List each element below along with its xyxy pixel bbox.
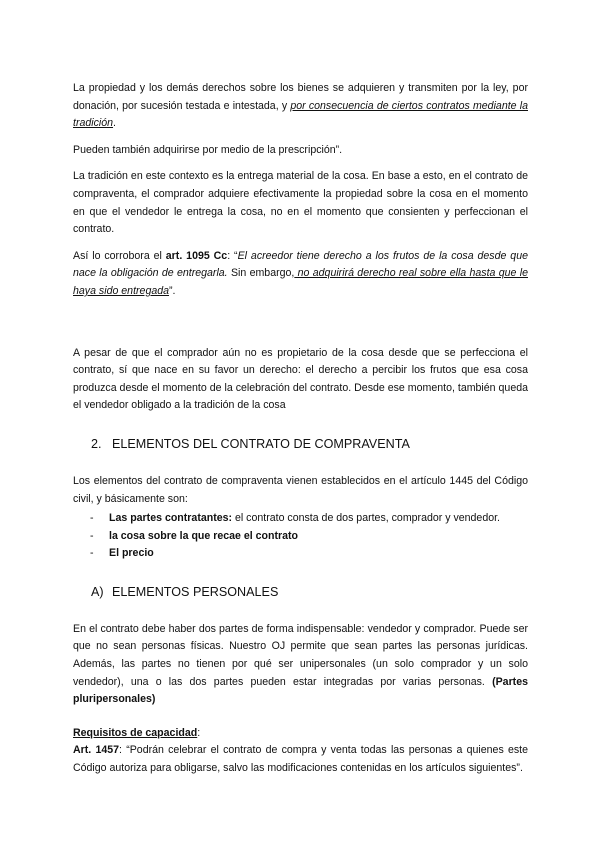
elements-list	[73, 510, 528, 563]
punctuation: : “	[227, 249, 238, 262]
paragraph-intro	[73, 473, 528, 508]
underlined-phrase: por consecuencia de ciertos contratos mediante la tradición	[73, 99, 528, 130]
underlined-label: Requisitos de capacidad	[73, 726, 198, 739]
paragraph-frutos	[73, 345, 528, 415]
capacity-requirements-label	[73, 725, 528, 743]
section-number: A)	[91, 584, 104, 599]
dash-bullet: -	[90, 512, 94, 525]
paragraph-text: Sin embargo,	[227, 267, 295, 280]
paragraph-prescripcion	[73, 142, 528, 160]
article-reference: art. 1095 Cc	[165, 249, 228, 262]
section-heading-elementos	[91, 435, 528, 453]
paragraph-text: La propiedad y los demás derechos sobre los bienes se adquieren y transmiten por la ley, por donación, por sucesión testada e intestada, y	[73, 82, 528, 112]
paragraph-text: : “Podrán celebrar el contrato de compra y venta todas las personas a quienes este Código autoriza para obligarse, salvo las modificaciones contenidas en los artículos siguientes”.	[73, 744, 528, 775]
paragraph-text: A pesar de que el comprador aún no es propietario de la cosa desde que se perfecciona el contrato, sí que nace en su favor un derecho: el derecho a percibir los frutos que esa cosa produzca desde el momento de la celebración del contrato. Desde ese momento, también queda el vendedor obligado a la tradición de la cosa	[73, 346, 528, 412]
paragraph-text: Los elementos del contrato de compraventa vienen establecidos en el artículo 1445 del Código civil, y básicamente son:	[73, 474, 528, 505]
bold-phrase: (Partes pluripersonales)	[73, 675, 528, 706]
quoted-italic: El acreedor tiene derecho a los frutos de la cosa desde que nace la obligación de entregarla.	[73, 249, 528, 280]
dash-bullet: -	[90, 529, 94, 542]
list-item-label: Las partes contratantes:	[109, 512, 233, 525]
paragraph-art-1095	[73, 248, 528, 301]
dash-bullet: -	[90, 547, 94, 560]
document-page	[73, 80, 528, 778]
list-item	[73, 528, 528, 546]
punctuation: .	[113, 117, 116, 130]
paragraph-partes	[73, 621, 528, 709]
paragraph-text: Así lo corrobora el	[73, 249, 166, 262]
paragraph-propiedad	[73, 80, 528, 133]
underlined-phrase: no adquirirá derecho real sobre ella hasta que le haya sido entregada	[73, 267, 528, 297]
list-item-label: El precio	[109, 547, 154, 560]
section-title: ELEMENTOS PERSONALES	[112, 584, 279, 599]
list-item	[73, 545, 528, 563]
list-item-text: el contrato consta de dos partes, comprador y vendedor.	[232, 512, 500, 525]
list-item-label: la cosa sobre la que recae el contrato	[109, 529, 299, 542]
paragraph-text: La tradición en este contexto es la entrega material de la cosa. En base a esto, en el contrato de compraventa, el comprador adquiere efectivamente la propiedad sobre la cosa en el momento en que el vendedor le entrega la cosa, no en el momento que consienten y perfeccionan el contrato.	[73, 170, 528, 236]
paragraph-art-1457	[73, 742, 528, 777]
list-item	[73, 510, 528, 528]
punctuation: :	[197, 726, 201, 739]
section-title: ELEMENTOS DEL CONTRATO DE COMPRAVENTA	[112, 436, 410, 451]
section-number: 2.	[91, 436, 102, 451]
section-heading-personales	[91, 583, 528, 601]
paragraph-text: Pueden también adquirirse por medio de la prescripción”.	[73, 143, 343, 156]
paragraph-tradicion	[73, 168, 528, 238]
paragraph-text: En el contrato debe haber dos partes de forma indispensable: vendedor y comprador. Puede ser que no sean personas físicas. Nuestro OJ permite que sean partes las personas jurídicas. Además, las partes no tienen por qué ser unipersonales (un solo comprador y un solo vendedor), una o las dos partes pueden estar integradas por varias personas.	[73, 622, 528, 688]
article-reference: Art. 1457	[73, 744, 120, 757]
punctuation: ”.	[169, 284, 176, 297]
